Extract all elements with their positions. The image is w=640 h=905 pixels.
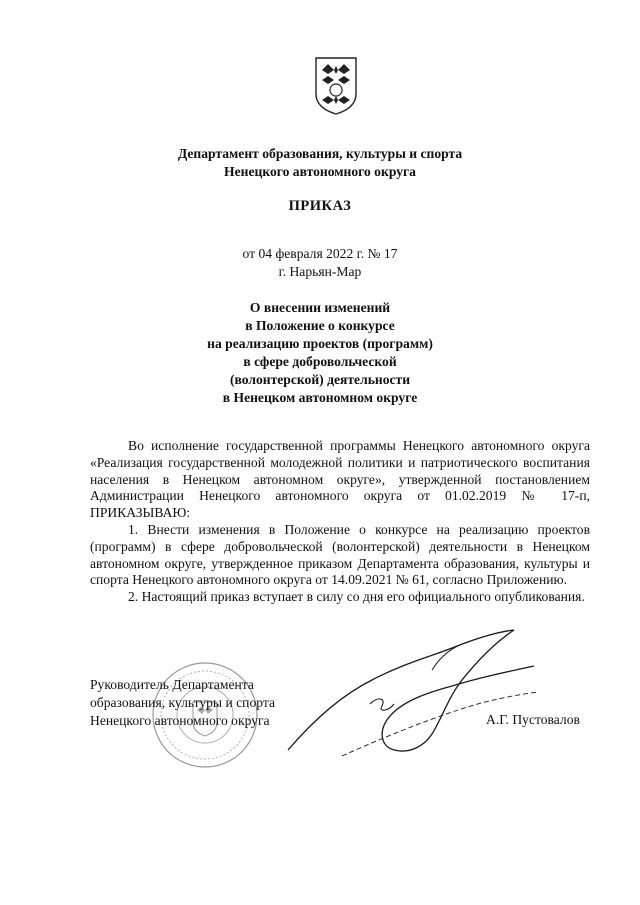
signatory-title-line-2: образования, культуры и спорта <box>90 695 276 710</box>
subject-line: в Ненецком автономном округе <box>222 390 418 405</box>
subject-line: в Положение о конкурсе <box>245 318 395 333</box>
organization-name <box>0 145 640 181</box>
signatory-title <box>90 676 275 730</box>
document-type: ПРИКАЗ <box>288 198 352 214</box>
date-number: от 04 февраля 2022 г. № 17 <box>242 246 398 261</box>
subject-line: на реализацию проектов (программ) <box>207 336 433 351</box>
org-line-2: Ненецкого автономного округа <box>224 164 416 179</box>
order-item-1: 1. Внести изменения в Положение о конкурсе на реализацию проектов (программ) в сфере добровольческой (волонтерской) деятельности в Ненецком автономном округе, утвержденное приказом Департамента образования, культуры и спорта Ненецкого автономного округа от 14.09.2021 № 61, согласно Приложению. <box>90 521 590 588</box>
handwritten-signature <box>282 626 542 766</box>
order-body <box>90 438 590 606</box>
org-line-1: Департамент образования, культуры и спорта <box>177 146 463 161</box>
preamble-paragraph: Во исполнение государственной программы Ненецкого автономного округа «Реализация государственной молодежной политики и патриотического воспитания населения в Ненецком автономном округе», утвержденной постановлением Администрации Ненецкого автономного округа от 01.02.2019 № 17-п, ПРИКАЗЫВАЮ: <box>90 438 590 521</box>
signatory-title-line-3: Ненецкого автономного округа <box>90 713 270 728</box>
subject-line: в сфере добровольческой <box>243 354 397 369</box>
date-block <box>0 245 640 281</box>
subject-line: О внесении изменений <box>249 300 391 315</box>
city: г. Нарьян-Мар <box>278 264 362 279</box>
subject-title <box>0 299 640 407</box>
subject-line: (волонтерской) деятельности <box>229 372 411 387</box>
signatory-name: А.Г. Пустовалов <box>486 712 580 727</box>
coat-of-arms-icon <box>314 56 358 116</box>
signatory-title-line-1: Руководитель Департамента <box>90 677 254 692</box>
order-item-2: 2. Настоящий приказ вступает в силу со дня его официального опубликования. <box>128 589 585 605</box>
